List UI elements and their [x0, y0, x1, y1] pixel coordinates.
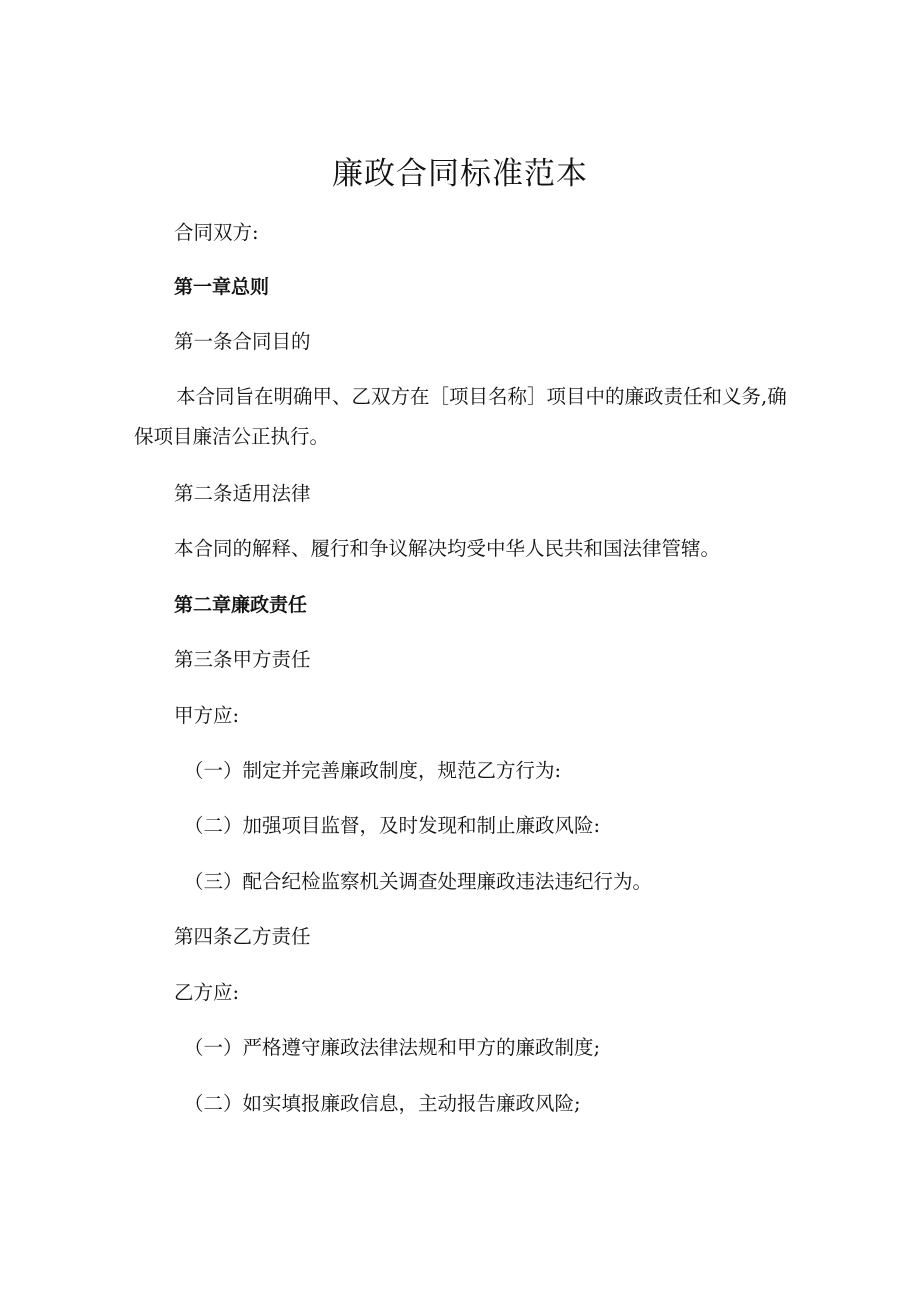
article-3-item-1: （一）制定并完善廉政制度，规范乙方行为:	[184, 759, 562, 782]
article-1-heading: 第一条合同目的	[174, 330, 311, 353]
article-4-item-2: （二）如实填报廉政信息，主动报告廉政风险;	[184, 1092, 581, 1115]
chapter-1-heading: 第一章总则	[174, 276, 270, 298]
article-4-lead: 乙方应:	[174, 981, 240, 1004]
article-3-lead: 甲方应:	[174, 704, 240, 727]
article-3-heading: 第三条甲方责任	[174, 648, 311, 671]
article-4-heading: 第四条乙方责任	[174, 925, 311, 948]
document-title: 廉政合同标准范本	[332, 156, 588, 192]
contract-parties: 合同双方:	[174, 221, 259, 244]
article-4-item-1: （一）严格遵守廉政法律法规和甲方的廉政制度;	[184, 1036, 601, 1059]
chapter-2-heading: 第二章廉政责任	[174, 594, 308, 616]
article-2-heading: 第二条适用法律	[174, 482, 311, 505]
article-3-item-2: （二）加强项目监督，及时发现和制止廉政风险:	[184, 814, 601, 837]
article-2-text: 本合同的解释、履行和争议解决均受中华人民共和国法律管辖。	[174, 537, 721, 560]
article-3-item-3: （三）配合纪检监察机关调查处理廉政违法违纪行为。	[184, 870, 653, 893]
article-1-text: 本合同旨在明确甲、乙双方在［项目名称］项目中的廉政责任和义务,确保项目廉洁公正执行。	[134, 385, 787, 448]
